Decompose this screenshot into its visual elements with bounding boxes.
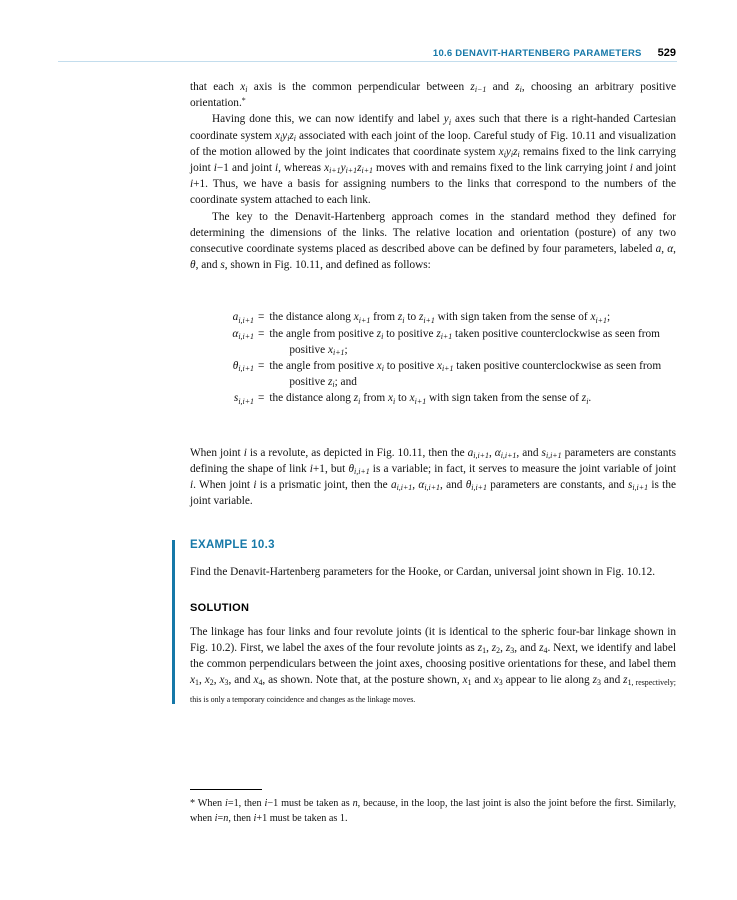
solution-body: The linkage has four links and four revolute joints (it is identical to the spheric four-bar linkage shown in Fig. 10.2). First, we label the axes of the four revolute joints as $z_1$, $z_2$, $z_3$, and $z_4$. Next, we identify and label the common perpendiculars between the joint axes, choosing positive orientations for these, and label them $x_1$, $x_2$, $x_3$, and $x_4$, as shown. Note that, at the posture shown, $x_1$ and $x_3$ appear to lie along $z_3$ and $z_{1, respectively; this is only a temporary coincidence and changes as the linkage moves.}$ [190,625,676,704]
example-accent-bar [172,540,175,703]
definition-text: the distance along $z_i$ from $x_i$ to $x_{i+1}$ with sign taken from the sense of $z_i$. [269,392,592,406]
body-paragraph-4: When joint i is a revolute, as depicted in Fig. 10.11, then the $a_{i,i+1}$, $\alpha_{i,i+1}$, and $s_{i,i+1}$ parameters are constants defining the shape of link i+1, but $\theta_{i,i+1}$ is a variable; in fact, it serves to measure the joint variable of joint i. When joint i is a prismatic joint, then the $a_{i,i+1}$, $\alpha_{i,i+1}$, and $\theta_{i,i+1}$ parameters are constants, and $s_{i,i+1}$ is the joint variable. [190,446,676,508]
example-heading: EXAMPLE 10.3 [190,539,275,552]
equals-sign: = [258,392,265,405]
parameter-definition-list [190,309,676,406]
body-paragraph-3: The key to the Denavit-Hartenberg approach comes in the standard method they defined for determining the dimensions of the links. The relative location and orientation (posture) of any two consecutive coordinate systems placed as described above can be defined by four parameters, labeled a, α, θ, and s, shown in Fig. 10.11, and defined as follows: [190,210,676,272]
definition-row-theta [210,358,676,390]
definition-term: $\alpha_{i,i+1}$ [232,327,254,341]
footnote-rule [190,789,262,790]
equals-sign: = [258,311,265,324]
definition-text: the angle from positive $z_i$ to positive $z_{i+1}$ taken positive counterclockwise as seen from positive $x_{i+1}$; [269,327,660,358]
footnote-area [190,789,676,826]
body-paragraph-1: that each $x_i$ axis is the common perpendicular between $z_{i-1}$ and $z_i$, choosing an arbitrary positive orientation.* [190,81,676,110]
body-paragraph-2: Having done this, we can now identify and label $y_i$ axes such that there is a right-handed Cartesian coordinate system $x_iy_iz_i$ associated with each joint of the loop. Careful study of Fig. 10.11 and visualization of the motion allowed by the joint indicates that coordinate system $x_iy_iz_i$ remains fixed to the link carrying joint i−1 and joint i, whereas $x_{i+1}y_{i+1}z_{i+1}$ moves with and remains fixed to the link carrying joint i and joint i+1. Thus, we have a basis for assigning numbers to the links that correspond to the numbers of the coordinate system attached to each link. [190,113,676,207]
solution-heading: SOLUTION [190,601,250,614]
definition-text: the angle from positive $x_i$ to positive $x_{i+1}$ taken positive counterclockwise as seen from positive $z_i$; and [269,360,662,390]
definition-term: $\theta_{i,i+1}$ [232,360,254,374]
section-header-label: 10.6 DENAVIT-HARTENBERG PARAMETERS [432,48,642,59]
equals-sign: = [258,327,265,340]
definition-row-a [210,309,676,325]
definition-term: $a_{i,i+1}$ [232,311,254,325]
example-section [190,539,676,704]
header-rule [58,61,677,62]
definition-text: the distance along $x_{i+1}$ from $z_i$ to $z_{i+1}$ with sign taken from the sense of $x_{i+1}$; [269,311,611,325]
page-content [190,79,676,705]
footnote-text: * When i=1, then i−1 must be taken as n, because, in the loop, the last joint is also the joint before the first. Similarly, when i=n, then i+1 must be taken as 1. [190,798,677,825]
equals-sign: = [258,360,265,373]
example-body: Find the Denavit-Hartenberg parameters for the Hooke, or Cardan, universal joint shown in Fig. 10.12. [190,566,656,579]
definition-row-alpha [210,326,676,358]
page-number: 529 [657,47,676,59]
definition-term: $s_{i,i+1}$ [233,392,254,406]
running-header [433,43,676,61]
definition-row-s [210,390,676,406]
